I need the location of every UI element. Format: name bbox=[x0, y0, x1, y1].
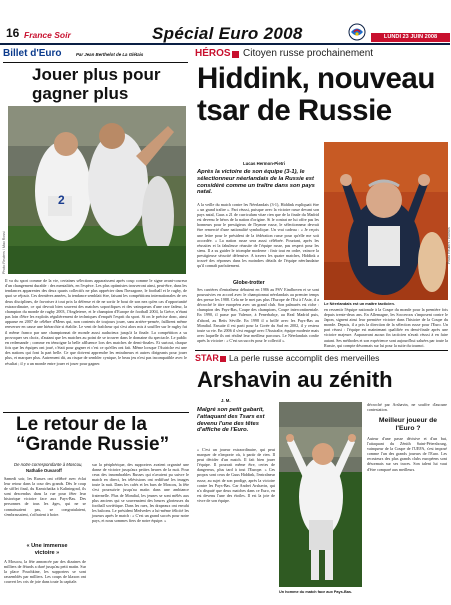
retour-byline-intro: De notre correspondante à Moscou, bbox=[14, 462, 83, 467]
heros-subhead: Globe-trotter bbox=[233, 280, 265, 286]
heros-col1b: Ses carrières d'entraîneur débutent en 1986 au PSV Eindhoven et se sont poursuivies en accord avec le championnat néerlandais au premier temps des presse les 1988. Cela ne le met pas plus l'Europe de l'Est à l'Asie, il a décroché le titre européen avec un grand club. Son palmarès est riche : champion des Pays-Bas, Coupe des champions, Coupe intercontinentale. En 1990, il passe par Valence, à Fenerbahçe, au Real Madrid puis, d'abord, au Betis Séville. En 1998 il a brillé avec les Pays-Bas au Mondial. Ensuite il est parti pour la Corée du Sud en 2002, il y restera toute sa vie. En 2006 il s'est engagé avec l'Australie, équipe modeste mais avec laquelle ils ont réalisé leur meilleur parcours. Le Néerlandais confie après la victoire : « C'est un succès pour le collectif ». bbox=[197, 287, 319, 343]
billet-photo-credit: Photo Reuters / Max Rossi bbox=[2, 231, 6, 274]
header-rule bbox=[0, 43, 450, 45]
paper-name-logo: France Soir bbox=[24, 30, 71, 40]
billet-kicker: Billet d'Euro bbox=[3, 48, 62, 59]
star-col1: « C'est un joueur extraordinaire, qui peut marquer de n'importe où, à partir de rien. Il peut décider d'un match. Il fait bien jouer l'équipe. Il pourrait même être, certes de dangereux, plus tard à tout l'Europe. » Ces propos sont ceux de Guus Hiddink, l'entraîneur russe, au sujet de son prodige, après la victoire contre les Pays-Bas. Car Andreï Arshavin, qui n'a disputé que deux matches dans ce Euro, en est devenu l'une des étoiles. Il est la joie de vivre de son équipe. bbox=[197, 447, 275, 503]
retour-top-rule bbox=[3, 412, 189, 413]
star-photo-caption: Un homme du match face aux Pays-Bas. bbox=[279, 590, 353, 594]
star-photo bbox=[279, 402, 362, 587]
star-subhead: Meilleur joueur de l'Euro ? bbox=[378, 417, 438, 432]
svg-text:2: 2 bbox=[58, 193, 65, 207]
billet-kicker-rule bbox=[3, 62, 188, 63]
heros-section bbox=[193, 46, 450, 346]
star-top-rule bbox=[195, 350, 448, 351]
euro-logo bbox=[347, 22, 367, 42]
heros-bullet-icon bbox=[232, 51, 239, 58]
star-section bbox=[193, 350, 450, 605]
heros-photo-credit: Photo Reuters / Nichols bbox=[447, 227, 451, 264]
heros-headline: Hiddink, nouveau tsar de Russie bbox=[197, 62, 435, 127]
heros-col1: A la veille du match contre les Néerlandais (3-1), Hiddink expliquait être « un grand traître ». Pari réussi, puisque avec la victoire russe devant son pays natal, Guus a 21 de curriculum vitae rien que de la finale du Madrid est devenu le héros de la nation d'origine. Si le contrat ne lui offre pas les honneurs pour le prestigieux de l'hymne russe, le sélectionneur devrait être remercié d'une nationalité symbolique. Un vrai cadeau : « Je reçois une lettre pour le président de la fédération russe pour qu'elle me soit accordée. » La nation russe sera aussi célébrée. Pourtant, après les réussites et la fabuleuse réussite de l'équipe russe, pas respect pour les siens. Il a su guider le triomphe moderne : finir tout en ordre, vaincre la prestigieuse sécurité défensive. A travers les quatre matches, Hiddink a trouvé des réponses dans les moindres détails de l'équipe néerlandaise qu'il connaît parfaitement. bbox=[197, 202, 319, 269]
retour-col2: sur la périphérique, des supporters avaient organisé une danse de victoire jusqu'aux petites heures de la nuit. Pour ceux des innombrables Russes qui n'avaient pu suivre le match en direct, les télévisions ont rediffusé les images toute la nuit. Dans les cafés et les bars de Moscou, la fête s'est poursuivie jusqu'au matin dans une ambiance fraternelle. Plus de Mondial, les jeunes se sont mêlés aux plus anciens qui se souvenaient des heures glorieuses du football soviétique. Dans les rues, les drapeaux ont envahi les balcons. Le président Medvedev a lui-même félicité les joueurs après le match : « C'est un grand succès pour notre pays, et nous sommes fiers de notre équipe. » bbox=[92, 462, 189, 524]
heros-strap: Citoyen russe prochainement bbox=[243, 48, 374, 59]
star-tag: STAR bbox=[195, 353, 219, 363]
retour-subhead: « Une immense victoire » bbox=[26, 543, 68, 556]
heros-photo-caption: Le Néerlandais est un maître tacticien. bbox=[324, 301, 395, 306]
star-col3b: Auteur d'une passe décisive et d'un but, l'attaquant du Zénith Saint-Pétersbourg, vainqueur de la Coupe de l'UEFA, s'est imposé comme l'un des grands joueurs de l'Euro. Les recruteurs des plus grands clubs européens sont désormais sur ses traces. Son talent lui vaut d'être comparé aux meilleurs. bbox=[367, 436, 447, 472]
star-deck: Malgré son petit gabarit, l'attaquant des Tsars est devenu l'une des têtes d'affiche de l'Euro. bbox=[197, 407, 265, 434]
billet-body: Il va du sport comme de la vie, certaines sélections apparaissent après coup comme le signe avant-coureur d'un changement durable : des mentalités, en l'espèce. Les plus optimistes trouveront ainsi, peut-être, dans les tendances apparentes des deux quarts collectifs ne plus apprécier dans l'hexagone, le football et le rugby, de quoi se réjouir. Ces dernières années, la tendance semblait être, faisant les compétitions internationales de ces deux disciplines, de favoriser à tout prix la défense et de ne sortir le bout de son nez qu'en cas d'opportunité extraordinaire, ce qui devrait bien souvent des matches soporifiques et des vainqueurs d'une rare fadeur, la champion du monde de rugby 2003, l'Angleterre, et le champion d'Europe de football 2004, la Grèce, n'étant pas loin d'être les exploits régulièrement de techniques d'enquêt l'esprit du sport. Si on le précise donc, ainsi apparue en 2007 de célébre d'Mens qui, non contents de toujours jouer, sans arrière-pensée, faillirent même renverser en cause une hiérarchie si établie. Le vent de fraîcheur qui s'est alors mis à souffler sur le rugby fut il même franco par une championnat de monde aussi audacieux jusqu'à la finale. La compétition a su provoquer ses choix, d'autant que les matches au point de se trouver dans le domaine du spectacle. Le public en redemande ; comme en témoigne la belle affluence lors des matches de demi-finales. Et surtout, chaque fois que les équipes ont joué, c'était pour gagner et c'est ce qu'elles ont fait. Même lorsque l'Autriche est une des nations qui font la part belle. Ce que doivent apprendre les entraîneurs et autres dirigeants pour jouer plus, et marquer plus. Autrement dit, au risque de sembler cynique, le beau jeu n'est pas incompatible avec le résultat ; il y a un monde entre jouer et jouer pour gagner. bbox=[5, 278, 187, 366]
billet-headline: Jouer plus pour gagner plus bbox=[32, 65, 161, 103]
page-header bbox=[0, 0, 450, 44]
star-byline: J. M. bbox=[221, 398, 231, 403]
star-col3: décroché par Arshavin, ne souffre d'aucune contestation. bbox=[367, 402, 447, 413]
section-title: Spécial Euro 2008 bbox=[152, 24, 303, 43]
retour-col1b: A Moscou, la fête annoncée par des dizaines de milliers de fêtards a duré jusqu'au petit matin. Sur la place Pouchkine, les supporters se sont rassemblés par milliers. Les coups de klaxon ont couvert les cris de joie dans toute la capitale. bbox=[4, 559, 86, 585]
billet-byline: Par Jean Berthelot de La Glétais bbox=[76, 52, 144, 57]
page-number: 16 bbox=[6, 26, 20, 40]
retour-section bbox=[0, 412, 193, 605]
heros-deck: Après la victoire de son équipe (3-1), le sélectionneur néerlandais de la Russie est considéré comme un traître dans son pays natal. bbox=[197, 169, 315, 196]
retour-col1: Samedi soir, les Russes ont célébré avec éclat leur retour dans la cour des grands. Dès le coup de sifflet final, du Kamtchatka à Kaliningrad, ils sont descendus dans la rue pour fêter leur historique victoire face aux Pays-Bas. Des personnes de tous les âges, qui ne se connaissaient pas, se congratulaient, s'embrassaient, s'offraient à boire. bbox=[4, 476, 86, 517]
heros-byline: Lucas Hermon-Pietri bbox=[243, 161, 286, 166]
retour-headline: Le retour de la “Grande Russie” bbox=[16, 414, 170, 455]
billet-section bbox=[0, 46, 190, 411]
billet-photo bbox=[8, 106, 186, 274]
star-headline: Arshavin au zénith bbox=[197, 367, 393, 392]
star-strap: La perle russe accomplit des merveilles bbox=[229, 353, 380, 363]
heros-col3: en ressentir l'équipe nationale à la Coupe du monde pour la première fois depuis trente-deux ans. En Allemagne, les Socceroos s'imposent contre le Japon, signent ainsi leur première victoire dans l'histoire de la Coupe du monde. Depuis, il a pris la direction de la sélection russe pour l'Euro. Un pari réussi : l'équipe est maintenant qualifiée en demi-finale après une victoire majeure. Auparavant aucun fin tacticien n'avait réussi à en faire autant. Ses méthodes et son expérience sont aujourd'hui saluées par toute la Russie, qui compte désormais sur lui pour la suite du tournoi. bbox=[324, 307, 448, 348]
date-banner: LUNDI 23 JUIN 2008 bbox=[371, 33, 450, 42]
heros-tag: HÉROS bbox=[195, 48, 231, 59]
retour-byline-name: Nathalie Ouvaroff bbox=[26, 468, 62, 473]
heros-photo bbox=[324, 142, 448, 300]
star-bullet-icon bbox=[220, 356, 226, 362]
